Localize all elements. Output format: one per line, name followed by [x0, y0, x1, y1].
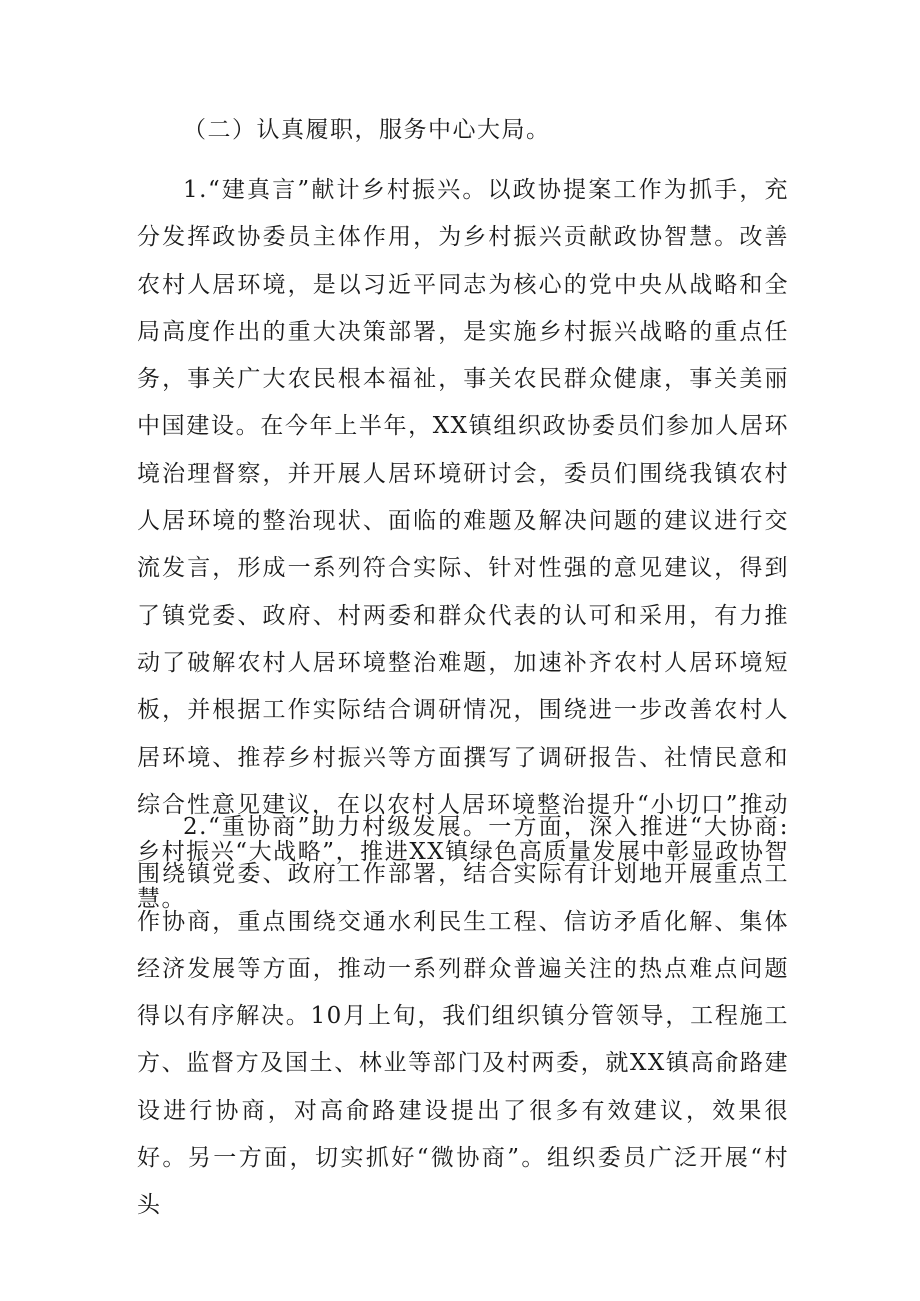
paragraph-2: 2.“重协商”助力村级发展。一方面，深入推进“大协商:围绕镇党委、政府工作部署，结合实际有计划地开展重点工作协商，重点围绕交通水利民生工程、信访矛盾化解、集体经济发展等方面，推动一系列群众普遍关注的热点难点问题得以有序解决。10月上旬，我们组织镇分管领导，工程施工方、监督方及国土、林业等部门及村两委，就XX镇高俞路建设进行协商，对高俞路建设提出了很多有效建议，效果很好。另一方面，切实抓好“微协商”。组织委员广泛开展“村头	[137, 814, 789, 1219]
paragraph-1: 1.“建真言”献计乡村振兴。以政协提案工作为抓手，充分发挥政协委员主体作用，为乡村振兴贡献政协智慧。改善农村人居环境，是以习近平同志为核心的党中央从战略和全局高度作出的重大决策部署，是实施乡村振兴战略的重点任务，事关广大农民根本福祉，事关农民群众健康，事关美丽中国建设。在今年上半年，XX镇组织政协委员们参加人居环境治理督察，并开展人居环境研讨会，委员们围绕我镇农村人居环境的整治现状、面临的难题及解决问题的建议进行交流发言，形成一系列符合实际、针对性强的意见建议，得到了镇党委、政府、村两委和群众代表的认可和采用，有力推动了破解农村人居环境整治难题，加速补齐农村人居环境短板，并根据工作实际结合调研情况，围绕进一步改善农村人居环境、推荐乡村振兴等方面撰写了调研报告、社情民意和综合性意见建议，在以农村人居环境整治提升“小切口”推动乡村振兴“大战略”，推进XX镇绿色高质量发展中彰显政协智慧。	[137, 177, 789, 913]
section-heading: （二）认真履职，服务中心大局。	[183, 117, 551, 143]
